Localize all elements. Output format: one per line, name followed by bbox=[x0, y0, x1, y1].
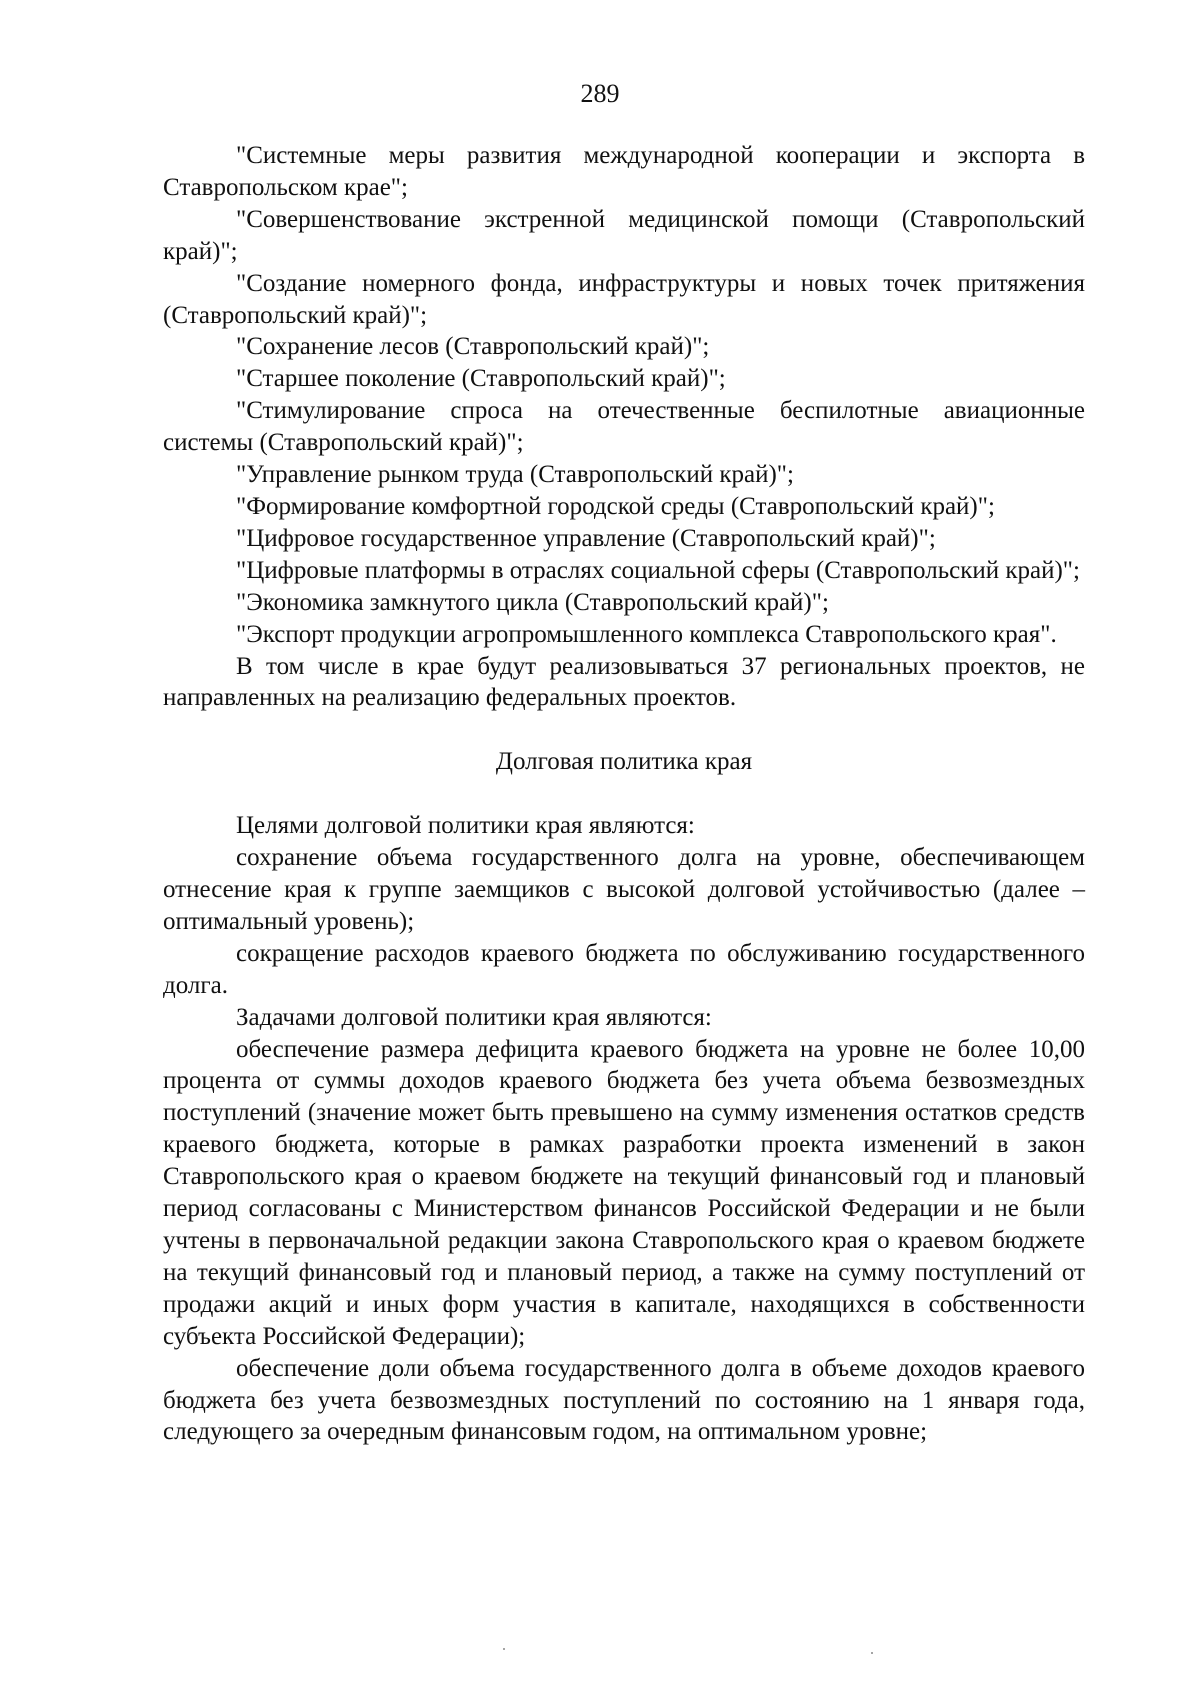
list-item: "Экспорт продукции агропромышленного комплекса Ставропольского края". bbox=[236, 620, 1057, 648]
list-item: "Системные меры развития международной кооперации и экспорта в Ставропольском крае"; bbox=[163, 142, 1085, 201]
document-body bbox=[163, 140, 1085, 1448]
list-item: "Экономика замкнутого цикла (Ставропольский край)"; bbox=[236, 588, 829, 616]
scan-speck bbox=[503, 1648, 505, 1650]
list-item: "Цифровое государственное управление (Ставропольский край)"; bbox=[236, 524, 936, 552]
list-item: "Управление рынком труда (Ставропольский край)"; bbox=[236, 461, 794, 489]
task-item: обеспечение доли объема государственного долга в объеме доходов краевого бюджета без учета безвозмездных поступлений по состоянию на 1 января года, следующего за очередным финансовым годом, на оптимальном уровне; bbox=[163, 1354, 1085, 1446]
list-item: "Формирование комфортной городской среды (Ставропольский край)"; bbox=[236, 492, 995, 520]
regional-projects-list bbox=[163, 140, 1085, 651]
list-item: "Цифровые платформы в отраслях социальной сферы (Ставропольский край)"; bbox=[236, 556, 1080, 584]
regional-projects-note: В том числе в крае будут реализовываться 37 региональных проектов, не направленных на реализацию федеральных проектов. bbox=[163, 652, 1085, 712]
list-item: "Старшее поколение (Ставропольский край)"; bbox=[236, 365, 726, 393]
goal-item: сокращение расходов краевого бюджета по обслуживанию государственного долга. bbox=[163, 939, 1085, 999]
goal-item: сохранение объема государственного долга на уровне, обеспечивающем отнесение края к группе заемщиков с высокой долговой устойчивостью (далее – оптимальный уровень); bbox=[163, 844, 1085, 935]
tasks-intro: Задачами долговой политики края являются: bbox=[236, 1003, 712, 1031]
section-heading: Долговая политика края bbox=[495, 748, 753, 776]
task-item: обеспечение размера дефицита краевого бюджета на уровне не более 10,00 процента от суммы доходов краевого бюджета без учета объема безвозмездных поступлений (значение может быть превышено на сумму изменения остатков средств краевого бюджета, которые в рамках разработки проекта изменений в закон Ставропольского края о краевом бюджете на текущий финансовый год и плановый период согласованы с Министерством финансов Российской Федерации и не были учтены в первоначальной редакции закона Ставропольского края о краевом бюджете на текущий финансовый год и плановый период, а также на сумму поступлений от продажи акций и иных форм участия в капитале, находящихся в собственности субъекта Российской Федерации); bbox=[163, 1035, 1085, 1350]
page-number: 289 bbox=[580, 79, 620, 108]
goals-intro: Целями долговой политики края являются: bbox=[236, 812, 695, 840]
scan-speck bbox=[871, 1652, 873, 1654]
list-item: "Сохранение лесов (Ставропольский край)"; bbox=[236, 333, 710, 361]
list-item: "Стимулирование спроса на отечественные беспилотные авиационные системы (Ставропольский край)"; bbox=[163, 397, 1085, 457]
list-item: "Совершенствование экстренной медицинской помощи (Ставропольский край)"; bbox=[163, 205, 1085, 265]
list-item: "Создание номерного фонда, инфраструктуры и новых точек притяжения (Ставропольский край)"; bbox=[163, 269, 1085, 329]
